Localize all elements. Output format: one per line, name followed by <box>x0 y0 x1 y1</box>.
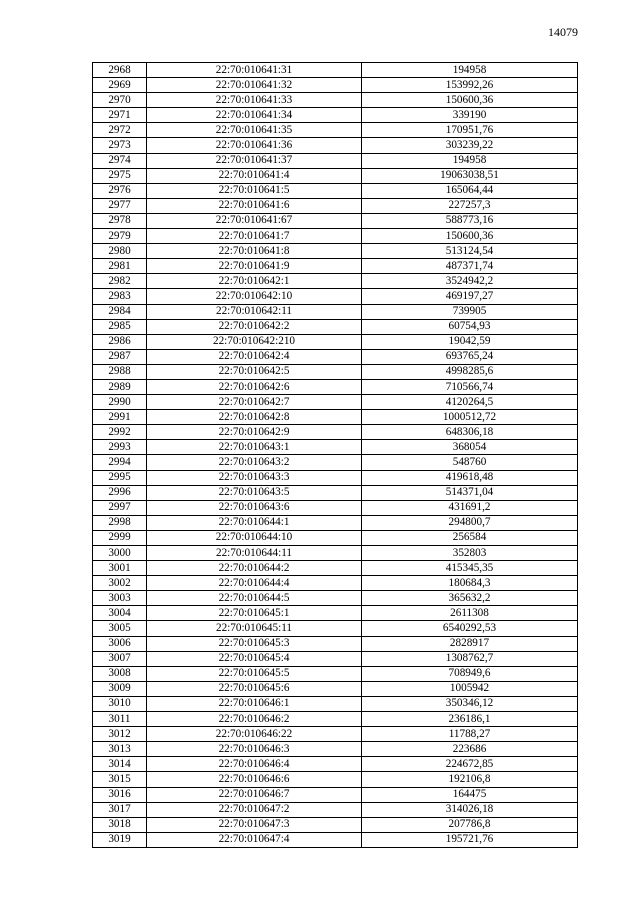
table-row <box>93 198 578 213</box>
row-number-cell: 2979 <box>93 229 147 244</box>
table-row <box>93 651 578 666</box>
table-row <box>93 727 578 742</box>
row-number-cell: 2985 <box>93 319 147 334</box>
table-row <box>93 546 578 561</box>
value-cell: 648306,18 <box>362 425 578 440</box>
value-cell: 431691,2 <box>362 500 578 515</box>
value-cell: 514371,04 <box>362 485 578 500</box>
row-number-cell: 2968 <box>93 63 147 78</box>
row-number-cell: 3004 <box>93 606 147 621</box>
row-number-cell: 2978 <box>93 213 147 228</box>
value-cell: 19042,59 <box>362 334 578 349</box>
cadastral-number-cell: 22:70:010647:4 <box>147 832 362 847</box>
value-cell: 224672,85 <box>362 757 578 772</box>
row-number-cell: 2993 <box>93 440 147 455</box>
table-row <box>93 334 578 349</box>
cadastral-number-cell: 22:70:010644:11 <box>147 546 362 561</box>
value-cell: 4120264,5 <box>362 395 578 410</box>
table-row <box>93 636 578 651</box>
row-number-cell: 3003 <box>93 591 147 606</box>
value-cell: 2611308 <box>362 606 578 621</box>
table-row <box>93 78 578 93</box>
row-number-cell: 2988 <box>93 364 147 379</box>
cadastral-number-cell: 22:70:010645:1 <box>147 606 362 621</box>
row-number-cell: 2980 <box>93 244 147 259</box>
row-number-cell: 2975 <box>93 168 147 183</box>
row-number-cell: 2981 <box>93 259 147 274</box>
table-row <box>93 304 578 319</box>
value-cell: 180684,3 <box>362 576 578 591</box>
value-cell: 236186,1 <box>362 712 578 727</box>
cadastral-number-cell: 22:70:010646:22 <box>147 727 362 742</box>
table-row <box>93 681 578 696</box>
value-cell: 303239,22 <box>362 138 578 153</box>
cadastral-number-cell: 22:70:010641:31 <box>147 63 362 78</box>
value-cell: 192106,8 <box>362 772 578 787</box>
value-cell: 708949,6 <box>362 666 578 681</box>
value-cell: 165064,44 <box>362 183 578 198</box>
cadastral-number-cell: 22:70:010647:3 <box>147 817 362 832</box>
value-cell: 194958 <box>362 153 578 168</box>
row-number-cell: 2987 <box>93 349 147 364</box>
row-number-cell: 3007 <box>93 651 147 666</box>
row-number-cell: 2996 <box>93 485 147 500</box>
table-row <box>93 259 578 274</box>
table-row <box>93 123 578 138</box>
value-cell: 352803 <box>362 546 578 561</box>
cadastral-number-cell: 22:70:010645:3 <box>147 636 362 651</box>
value-cell: 2828917 <box>362 636 578 651</box>
value-cell: 339190 <box>362 108 578 123</box>
table-row <box>93 168 578 183</box>
value-cell: 194958 <box>362 63 578 78</box>
value-cell: 350346,12 <box>362 696 578 711</box>
value-cell: 164475 <box>362 787 578 802</box>
row-number-cell: 2982 <box>93 274 147 289</box>
row-number-cell: 2986 <box>93 334 147 349</box>
value-cell: 150600,36 <box>362 93 578 108</box>
table-row <box>93 576 578 591</box>
cadastral-number-cell: 22:70:010644:4 <box>147 576 362 591</box>
row-number-cell: 2971 <box>93 108 147 123</box>
value-cell: 19063038,51 <box>362 168 578 183</box>
row-number-cell: 3001 <box>93 561 147 576</box>
cadastral-number-cell: 22:70:010642:10 <box>147 289 362 304</box>
cadastral-number-cell: 22:70:010641:7 <box>147 229 362 244</box>
table-row <box>93 63 578 78</box>
table-row <box>93 515 578 530</box>
row-number-cell: 2990 <box>93 395 147 410</box>
row-number-cell: 3019 <box>93 832 147 847</box>
row-number-cell: 3016 <box>93 787 147 802</box>
table-row <box>93 470 578 485</box>
cadastral-number-cell: 22:70:010642:5 <box>147 364 362 379</box>
table-row <box>93 530 578 545</box>
value-cell: 3524942,2 <box>362 274 578 289</box>
cadastral-number-cell: 22:70:010646:1 <box>147 696 362 711</box>
cadastral-number-cell: 22:70:010645:5 <box>147 666 362 681</box>
cadastral-number-cell: 22:70:010643:2 <box>147 455 362 470</box>
cadastral-number-cell: 22:70:010641:9 <box>147 259 362 274</box>
value-cell: 588773,16 <box>362 213 578 228</box>
row-number-cell: 3011 <box>93 712 147 727</box>
table-row <box>93 93 578 108</box>
table-row <box>93 666 578 681</box>
row-number-cell: 2983 <box>93 289 147 304</box>
cadastral-number-cell: 22:70:010647:2 <box>147 802 362 817</box>
row-number-cell: 3015 <box>93 772 147 787</box>
cadastral-number-cell: 22:70:010644:2 <box>147 561 362 576</box>
cadastral-number-cell: 22:70:010641:32 <box>147 78 362 93</box>
value-cell: 513124,54 <box>362 244 578 259</box>
table-row <box>93 213 578 228</box>
cadastral-number-cell: 22:70:010641:37 <box>147 153 362 168</box>
table-row <box>93 289 578 304</box>
value-cell: 256584 <box>362 530 578 545</box>
value-cell: 11788,27 <box>362 727 578 742</box>
cadastral-number-cell: 22:70:010644:10 <box>147 530 362 545</box>
table-row <box>93 440 578 455</box>
table-row <box>93 621 578 636</box>
table-row <box>93 832 578 847</box>
value-cell: 150600,36 <box>362 229 578 244</box>
cadastral-number-cell: 22:70:010645:4 <box>147 651 362 666</box>
table-row <box>93 712 578 727</box>
row-number-cell: 2974 <box>93 153 147 168</box>
row-number-cell: 2976 <box>93 183 147 198</box>
cadastral-number-cell: 22:70:010643:6 <box>147 500 362 515</box>
cadastral-number-cell: 22:70:010642:2 <box>147 319 362 334</box>
value-cell: 487371,74 <box>362 259 578 274</box>
value-cell: 710566,74 <box>362 379 578 394</box>
value-cell: 60754,93 <box>362 319 578 334</box>
value-cell: 693765,24 <box>362 349 578 364</box>
row-number-cell: 2999 <box>93 530 147 545</box>
row-number-cell: 2984 <box>93 304 147 319</box>
table-row <box>93 395 578 410</box>
value-cell: 1308762,7 <box>362 651 578 666</box>
value-cell: 6540292,53 <box>362 621 578 636</box>
table-row <box>93 772 578 787</box>
cadastral-number-cell: 22:70:010642:11 <box>147 304 362 319</box>
table-row <box>93 138 578 153</box>
cadastral-number-cell: 22:70:010646:7 <box>147 787 362 802</box>
row-number-cell: 3014 <box>93 757 147 772</box>
value-cell: 419618,48 <box>362 470 578 485</box>
cadastral-table <box>92 62 578 848</box>
table-row <box>93 108 578 123</box>
table-row <box>93 606 578 621</box>
value-cell: 469197,27 <box>362 289 578 304</box>
cadastral-number-cell: 22:70:010644:5 <box>147 591 362 606</box>
cadastral-number-cell: 22:70:010645:6 <box>147 681 362 696</box>
cadastral-number-cell: 22:70:010641:36 <box>147 138 362 153</box>
value-cell: 223686 <box>362 742 578 757</box>
cadastral-number-cell: 22:70:010642:7 <box>147 395 362 410</box>
cadastral-number-cell: 22:70:010646:4 <box>147 757 362 772</box>
value-cell: 368054 <box>362 440 578 455</box>
row-number-cell: 3008 <box>93 666 147 681</box>
row-number-cell: 3012 <box>93 727 147 742</box>
table-row <box>93 742 578 757</box>
table-row <box>93 274 578 289</box>
cadastral-number-cell: 22:70:010641:4 <box>147 168 362 183</box>
table-row <box>93 183 578 198</box>
cadastral-number-cell: 22:70:010645:11 <box>147 621 362 636</box>
row-number-cell: 2998 <box>93 515 147 530</box>
cadastral-number-cell: 22:70:010646:3 <box>147 742 362 757</box>
cadastral-number-cell: 22:70:010642:1 <box>147 274 362 289</box>
table-row <box>93 591 578 606</box>
row-number-cell: 3006 <box>93 636 147 651</box>
row-number-cell: 2973 <box>93 138 147 153</box>
value-cell: 4998285,6 <box>362 364 578 379</box>
value-cell: 314026,18 <box>362 802 578 817</box>
table-row <box>93 364 578 379</box>
table-row <box>93 455 578 470</box>
table-row <box>93 696 578 711</box>
table-row <box>93 379 578 394</box>
row-number-cell: 2992 <box>93 425 147 440</box>
row-number-cell: 3013 <box>93 742 147 757</box>
value-cell: 153992,26 <box>362 78 578 93</box>
value-cell: 415345,35 <box>362 561 578 576</box>
table-row <box>93 485 578 500</box>
page-number: 14079 <box>548 25 578 39</box>
cadastral-number-cell: 22:70:010642:9 <box>147 425 362 440</box>
cadastral-number-cell: 22:70:010642:6 <box>147 379 362 394</box>
cadastral-number-cell: 22:70:010641:5 <box>147 183 362 198</box>
table-row <box>93 757 578 772</box>
value-cell: 1000512,72 <box>362 410 578 425</box>
value-cell: 365632,2 <box>362 591 578 606</box>
cadastral-number-cell: 22:70:010641:6 <box>147 198 362 213</box>
value-cell: 227257,3 <box>362 198 578 213</box>
table-row <box>93 561 578 576</box>
cadastral-number-cell: 22:70:010646:2 <box>147 712 362 727</box>
value-cell: 739905 <box>362 304 578 319</box>
table-row <box>93 817 578 832</box>
table-row <box>93 425 578 440</box>
cadastral-number-cell: 22:70:010643:1 <box>147 440 362 455</box>
table-row <box>93 787 578 802</box>
table-body <box>93 63 578 848</box>
cadastral-number-cell: 22:70:010641:34 <box>147 108 362 123</box>
value-cell: 195721,76 <box>362 832 578 847</box>
cadastral-number-cell: 22:70:010642:4 <box>147 349 362 364</box>
cadastral-number-cell: 22:70:010643:5 <box>147 485 362 500</box>
table-row <box>93 319 578 334</box>
table-row <box>93 229 578 244</box>
row-number-cell: 2991 <box>93 410 147 425</box>
cadastral-number-cell: 22:70:010646:6 <box>147 772 362 787</box>
table-row <box>93 802 578 817</box>
table-row <box>93 349 578 364</box>
table-row <box>93 500 578 515</box>
cadastral-number-cell: 22:70:010643:3 <box>147 470 362 485</box>
row-number-cell: 2977 <box>93 198 147 213</box>
row-number-cell: 2994 <box>93 455 147 470</box>
cadastral-number-cell: 22:70:010642:8 <box>147 410 362 425</box>
row-number-cell: 2997 <box>93 500 147 515</box>
row-number-cell: 3017 <box>93 802 147 817</box>
value-cell: 1005942 <box>362 681 578 696</box>
row-number-cell: 3005 <box>93 621 147 636</box>
row-number-cell: 3000 <box>93 546 147 561</box>
row-number-cell: 2970 <box>93 93 147 108</box>
cadastral-number-cell: 22:70:010641:67 <box>147 213 362 228</box>
cadastral-number-cell: 22:70:010641:35 <box>147 123 362 138</box>
row-number-cell: 3010 <box>93 696 147 711</box>
row-number-cell: 3018 <box>93 817 147 832</box>
row-number-cell: 3002 <box>93 576 147 591</box>
cadastral-number-cell: 22:70:010644:1 <box>147 515 362 530</box>
table-row <box>93 244 578 259</box>
cadastral-number-cell: 22:70:010641:8 <box>147 244 362 259</box>
row-number-cell: 3009 <box>93 681 147 696</box>
row-number-cell: 2972 <box>93 123 147 138</box>
table-row <box>93 153 578 168</box>
table-row <box>93 410 578 425</box>
value-cell: 548760 <box>362 455 578 470</box>
cadastral-number-cell: 22:70:010641:33 <box>147 93 362 108</box>
row-number-cell: 2969 <box>93 78 147 93</box>
row-number-cell: 2995 <box>93 470 147 485</box>
cadastral-number-cell: 22:70:010642:210 <box>147 334 362 349</box>
value-cell: 170951,76 <box>362 123 578 138</box>
value-cell: 207786,8 <box>362 817 578 832</box>
value-cell: 294800,7 <box>362 515 578 530</box>
row-number-cell: 2989 <box>93 379 147 394</box>
